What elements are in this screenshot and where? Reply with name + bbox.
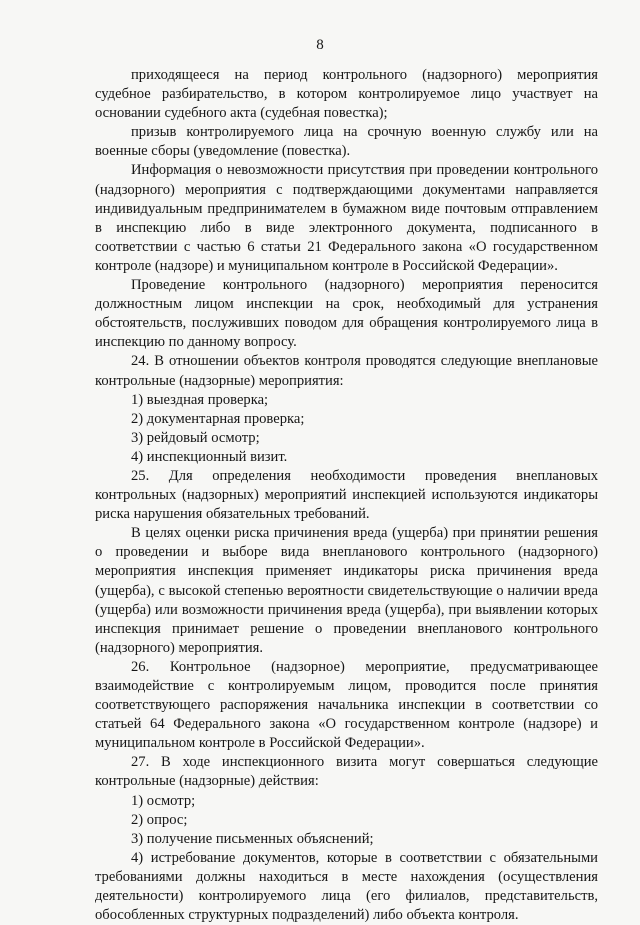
paragraph-military-service: призыв контролируемого лица на срочную военную службу или на военные сборы (уведомление (повестка). [95, 124, 598, 160]
paragraph-24-heading: 24. В отношении объектов контроля проводятся следующие внеплановые контрольные (надзорные) мероприятия: [95, 353, 598, 389]
paragraph-postponement: Проведение контрольного (надзорного) мероприятия переносится должностным лицом инспекции на срок, необходимый для устранения обстоятельств, послуживших поводом для обращения контролируемого лица в инспекцию по данному вопросу. [95, 277, 598, 351]
document-body [95, 66, 598, 925]
paragraph-risk-assessment: В целях оценки риска причинения вреда (ущерба) при принятии решения о проведении и выборе вида внепланового контрольного (надзорного) мероприятия инспекция применяет индикаторы риска причинения вреда (ущерба), с высокой степенью вероятности свидетельствующие о наличии вреда (ущерба) или возможности причинения вреда (ущерба), при выявлении которых инспекция принимает решение о проведении внепланового контрольного (надзорного) мероприятия. [95, 525, 598, 656]
list-item-document-inspection: 2) документарная проверка; [131, 410, 305, 427]
paragraph-court-proceedings: приходящееся на период контрольного (надзорного) мероприятия судебное разбирательство, в котором контролируемое лицо участвует на основании судебного акта (судебная повестка); [95, 67, 598, 122]
list-item-document-request: 4) истребование документов, которые в соответствии с обязательными требованиями должны находиться в месте нахождения (осуществления деятельности) контролируемого лица (его филиалов, представительств, обособленных структурных подразделений) либо объекта контроля. [95, 849, 598, 924]
paragraph-absence-notice: Информация о невозможности присутствия при проведении контрольного (надзорного) мероприятия с подтверждающими документами направляется индивидуальным предпринимателем в бумажном виде почтовым отправлением в инспекцию либо в виде электронного документа, подписанного в соответствии с частью 6 статьи 21 Федерального закона «О государственном контроле (надзоре) и муниципальном контроле в Российской Федерации». [95, 162, 598, 274]
list-item-written-explanations: 3) получение письменных объяснений; [131, 830, 374, 847]
paragraph-27-heading: 27. В ходе инспекционного визита могут совершаться следующие контрольные (надзорные) действия: [95, 754, 598, 790]
paragraph-25-risk-indicators: 25. Для определения необходимости проведения внеплановых контрольных (надзорных) мероприятий инспекцией используются индикаторы риска нарушения обязательных требований. [95, 467, 598, 523]
list-item-inspection-visit: 4) инспекционный визит. [131, 448, 288, 465]
list-item-survey: 2) опрос; [131, 811, 188, 828]
list-item-field-inspection: 1) выездная проверка; [131, 391, 269, 408]
page-number: 8 [316, 37, 324, 53]
list-item-examination: 1) осмотр; [131, 792, 196, 809]
list-item-raid-inspection: 3) рейдовый осмотр; [131, 429, 260, 446]
paragraph-26-interaction: 26. Контрольное (надзорное) мероприятие, предусматривающее взаимодействие с контролируемым лицом, проводится после принятия соответствующего распоряжения начальника инспекции в соответствии со статьей 64 Федерального закона «О государственном контроле (надзоре) и муниципальном контроле в Российской Федерации». [95, 658, 598, 752]
